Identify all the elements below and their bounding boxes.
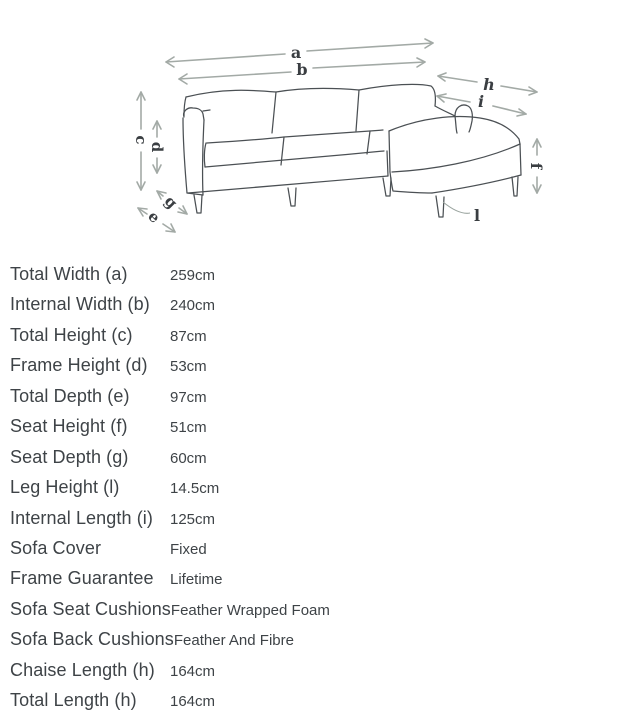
spec-value: 125cm [170, 510, 216, 528]
dimension-label-i: i [477, 92, 485, 111]
spec-value: 164cm [170, 693, 216, 711]
spec-value: 14.5cm [170, 480, 220, 498]
dimension-label-e: e [144, 207, 164, 227]
sofa-line-art [183, 84, 521, 217]
dimension-label-d: d [148, 141, 166, 153]
spec-row-seat-height [0, 416, 629, 446]
sofa-diagram-svg [0, 0, 629, 260]
spec-row-total-depth [0, 386, 629, 416]
dimension-label-l: l [473, 206, 481, 225]
spec-row-frame-guarantee [0, 568, 629, 598]
spec-row-chaise-length [0, 660, 629, 690]
spec-row-sofa-cover [0, 538, 629, 568]
spec-label: Sofa Cover [10, 537, 102, 558]
spec-label: Leg Height (l) [10, 477, 120, 498]
dimension-label-f: f [527, 162, 545, 170]
spec-row-seat-depth [0, 447, 629, 477]
spec-row-seat-cushions [0, 599, 629, 629]
spec-value: 259cm [170, 267, 216, 284]
spec-row-total-height [0, 325, 629, 355]
spec-label: Internal Length (i) [10, 507, 153, 528]
spec-row-leg-height [0, 477, 629, 507]
spec-label: Sofa Seat Cushions [10, 598, 171, 619]
spec-value: 53cm [170, 358, 207, 376]
dimension-label-h: h [483, 75, 495, 94]
spec-label: Seat Depth (g) [10, 446, 129, 467]
dimension-letters [132, 43, 545, 227]
spec-row-back-cushions [0, 629, 629, 659]
spec-label: Internal Width (b) [10, 294, 150, 315]
dimension-label-c: c [132, 135, 150, 145]
spec-value: 240cm [170, 297, 216, 315]
leg-pointer-line [443, 202, 470, 213]
spec-value: Feather Wrapped Foam [170, 601, 330, 619]
spec-label: Total Length (h) [10, 690, 137, 711]
sofa-dimension-diagram [0, 0, 629, 260]
dimension-label-a: a [290, 43, 302, 62]
dimension-label-g: g [160, 191, 182, 213]
spec-row-total-width [0, 264, 629, 294]
dimension-arrows [137, 39, 541, 232]
spec-label: Total Depth (e) [10, 385, 130, 406]
spec-row-internal-length [0, 508, 629, 538]
spec-value: 87cm [170, 327, 207, 345]
spec-label: Frame Guarantee [10, 568, 154, 589]
spec-value: Feather And Fibre [173, 632, 294, 650]
spec-value: Lifetime [170, 571, 223, 589]
spec-label: Total Height (c) [10, 324, 133, 345]
spec-label: Sofa Back Cushions [10, 629, 174, 650]
spec-row-internal-width [0, 294, 629, 324]
spec-value: 60cm [170, 449, 207, 467]
spec-value: 51cm [170, 419, 207, 437]
spec-row-total-length [0, 690, 629, 720]
spec-value: 97cm [170, 388, 207, 406]
spec-label: Total Width (a) [10, 264, 128, 284]
spec-value: Fixed [170, 540, 207, 558]
spec-label: Frame Height (d) [10, 355, 148, 376]
spec-label: Chaise Length (h) [10, 659, 155, 680]
dimension-spec-table [0, 264, 629, 721]
spec-label: Seat Height (f) [10, 416, 128, 437]
dimension-label-b: b [296, 60, 308, 79]
spec-row-frame-height [0, 355, 629, 385]
spec-value: 164cm [170, 662, 216, 680]
